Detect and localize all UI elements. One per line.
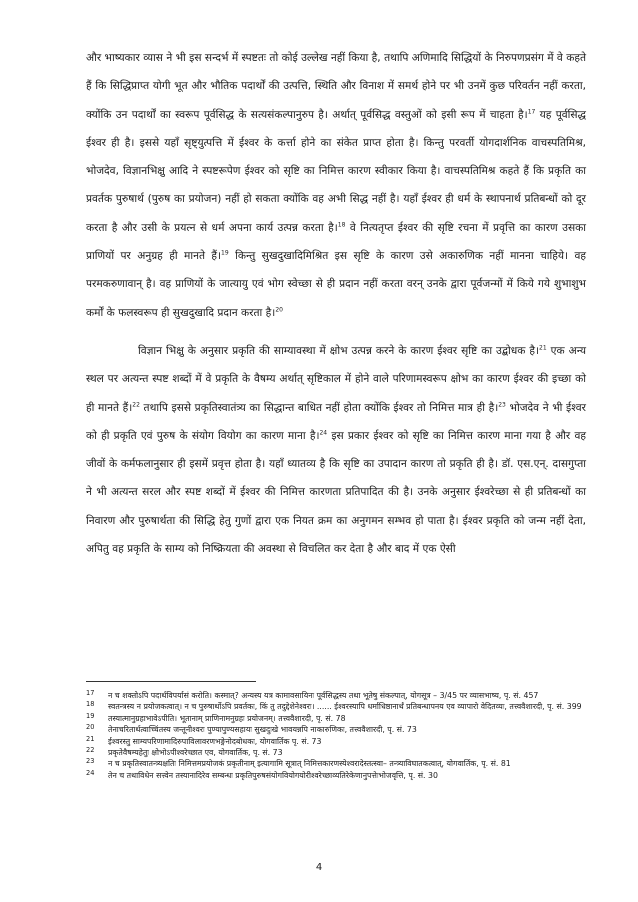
footnote-ref: 23 [498, 401, 506, 409]
footnote-ref: 18 [337, 221, 346, 229]
footnote [86, 747, 586, 758]
footnote [86, 758, 586, 769]
text-run: किन्तु सुखदुखादिमिश्रित इस सृष्टि के कारण उसे अकारुणिक नहीं मानना चाहिये। वह परमकरुणावान् है। वह प्राणियों के जात्यायु एवं भोग स्वेच्छा से ही प्रदान नहीं करता वरन् उनके द्वारा पूर्वजन्मों में किये गये शुभाशुभ कर्मों के फलस्वरूप ही सुखदुखादि प्रदान करता है। [86, 250, 586, 319]
footnote-text: स्वतन्त्रस्य न प्रयोजकत्वात्। न च पुरुषार्थोऽपि प्रवर्तकः, किं तु तदुद्देशेनेश्वरः। ...... ईश्वरस्यापि धर्माधिष्ठानार्थं प्रतिबन्धापनय एव व्यापारो वेदितव्यः, तत्त्ववैशारदी, पृ. सं. 399 [108, 702, 582, 712]
footnote-ref: 24 [319, 429, 328, 437]
footnotes [86, 690, 586, 781]
text-run: भोजदेव ने भी ईश्वर को ही प्रकृति एवं पुरुष के संयोग वियोग का कारण माना है। [86, 401, 586, 442]
footnote-text: न च प्रकृतिस्वातन्त्र्यक्षतिः निमित्तमप्रयोजकं प्रकृतीनाम् इत्यागामि सूत्रात् निमित्तकारणस्येश्वरादेस्तत्स्वा– तन्त्र्याविघातकत्वात्, योगवार्तिक, पृ. सं. 81 [108, 759, 511, 769]
footnote-text: प्रकृतेवैषम्यहेतुः क्षोभोऽपीश्वरेच्छात एव, योगवार्तिक, पृ. सं. 73 [108, 748, 283, 758]
text-run: तथापि इससे प्रकृतिस्वातंत्र्य का सिद्धान्त बाधित नहीं होता क्योंकि ईश्वर तो निमित्त मात्र ही है। [139, 401, 499, 414]
text-run: वे नित्यतृप्त ईश्वर की सृष्टि रचना में प्रवृत्ति का कारण उसका प्राणियों पर अनुग्रह ही मानते हैं। [86, 221, 587, 263]
footnote-ref: 17 [527, 108, 536, 116]
footnote-ref: 20 [275, 306, 283, 314]
text-run: इस प्रकार ईश्वर को सृष्टि का निमित्त कारण माना गया है और वह जीवों के कर्मफलानुसार ही इसमें प्रवृत्त होता है। यहाँ ध्यातव्य है कि सृष्टि का उपादान कारण तो प्रकृति ही है। डॉ. एस.एन्. दासगुप्ता ने भी अत्यन्त सरल और स्पष्ट शब्दों में ईश्वर की निमित्त कारणता प्रतिपादित की है। उनके अनुसार ईश्वरेच्छा से ही प्रतिबन्धों का निवारण और पुरुषार्थता की सिद्धि हेतु गुणों द्वारा एक नियत क्रम का अनुगमन सम्भव हो पाता है। ईश्वर प्रकृति को जन्म नहीं देता, अपितु वह प्रकृति के साम्य को निष्क्रियता की अवस्था से विचलित कर देता है और बाद में एक ऐसी [86, 429, 586, 556]
text-run: एक अन्य स्थल पर अत्यन्त स्पष्ट शब्दों में वे प्रकृति के वैषम्य अर्थात् सृष्टिकाल में होने वाले परिणामस्वरूप क्षोभ का कारण ईश्वर की इच्छा को ही मानते हैं। [86, 344, 586, 414]
footnote-separator [86, 681, 256, 682]
footnote [86, 736, 586, 747]
footnote-ref: 19 [221, 249, 229, 257]
footnote-ref: 21 [539, 344, 547, 352]
footnote-number: 21 [86, 734, 95, 743]
footnote [86, 770, 586, 781]
footnote-ref: 22 [132, 401, 140, 409]
footnote [86, 690, 586, 701]
footnote-number: 22 [86, 746, 95, 755]
body-paragraph [86, 337, 586, 563]
footnote [86, 701, 586, 712]
footnote [86, 713, 586, 724]
footnote-text: ईश्वरस्तु साम्यपरिणामादिरुपाविलावरणभङ्गेनोदबोधकः, योगवार्तिक पृ. सं. 73 [108, 736, 322, 746]
text-run: और भाष्यकार व्यास ने भी इस सन्दर्भ में स्पष्टतः तो कोई उल्लेख नहीं किया है, तथापि अणिमादि सिद्धियों के निरुपणप्रसंग में वे कहते हैं कि सिद्धिप्राप्त योगी भूत और भौतिक पदार्थों की उत्पत्ति, स्थिति और विनाश में समर्थ होने पर भी उनमें कुछ परिवर्तन नहीं करता, क्योंकि उन पदार्थों का स्वरूप पूर्वसिद्ध के सत्यसंकल्पानुरुप है। अर्थात् पूर्वसिद्ध वस्तुओं को इसी रूप में चाहता है। [86, 52, 586, 121]
footnote-number: 24 [86, 768, 95, 777]
main-text [86, 44, 586, 563]
text-run: विज्ञान भिक्षु के अनुसार प्रकृति की साम्यावस्था में क्षोभ उत्पन्न करने के कारण ईश्वर सृष्टि का उद्बोधक है। [138, 344, 540, 357]
footnote-number: 19 [86, 711, 95, 720]
footnote-text: तेन च तथाविधेन सत्त्वेन तस्यानादिरेव सम्बन्धः प्रकृतिपुरुषसंयोगवियोगयोरीश्वरेच्छाव्यतिरेकेणानुपत्तेःभोजवृत्ति, पृ. सं. 30 [108, 770, 438, 780]
footnote-number: 23 [86, 757, 95, 766]
footnote-number: 20 [86, 723, 95, 732]
footnote-text: तस्यात्मानुग्रहाभावेऽपीति। भूतानाम् प्राणिनामनुग्रहः प्रयोजनम्। तत्त्ववैशारदी, पृ. सं. 78 [108, 713, 346, 723]
footnote-text: न च शक्तोऽपि पदार्थविपर्यासं करोति। कस्मात्? अन्यस्य यत्र कामावसायिनः पूर्वसिद्धस्य तथा भूतेषु संकल्पात्, योगसूत्र – 3/45 पर व्यासभाष्य, पृ. सं. 457 [108, 691, 539, 700]
footnote-number: 17 [86, 689, 95, 697]
footnote [86, 724, 586, 735]
body-paragraph [86, 44, 586, 327]
footnote-text: तेनाचरितार्थत्वाच्चिंतस्य जन्तूनीश्वरः पुण्यापुण्यसहायः सुखदुःखे भावयन्नपि नाकारुणिकः, तत्त्ववैशारदी, पृ. सं. 73 [108, 725, 417, 735]
text-run: यह पूर्वसिद्ध ईश्वर ही है। इससे यहाँ सृष्ट्युत्पत्ति में ईश्वर के कर्त्ता होने का संकेत प्राप्त होता है। किन्तु परवर्ती योगदार्शनिक वाचस्पतिमिश्र, भोजदेव, विज्ञानभिक्षु आदि ने स्पष्टरूपेण ईश्वर को सृष्टि का निमित्त कारण स्वीकार किया है। वाचस्पतिमिश्र कहते हैं कि प्रकृति का प्रवर्तक पुरुषार्थ (पुरुष का प्रयोजन) नहीं हो सकता क्योंकि वह अभी सिद्ध नहीं है। यहाँ ईश्वर ही धर्म के स्थापनार्थ प्रतिबन्धों को दूर करता है और उसी के प्रयत्न से धर्म अपना कार्य उत्पन्न करता है। [86, 108, 587, 234]
page-number: 4 [315, 862, 323, 873]
footnote-number: 18 [86, 700, 95, 709]
